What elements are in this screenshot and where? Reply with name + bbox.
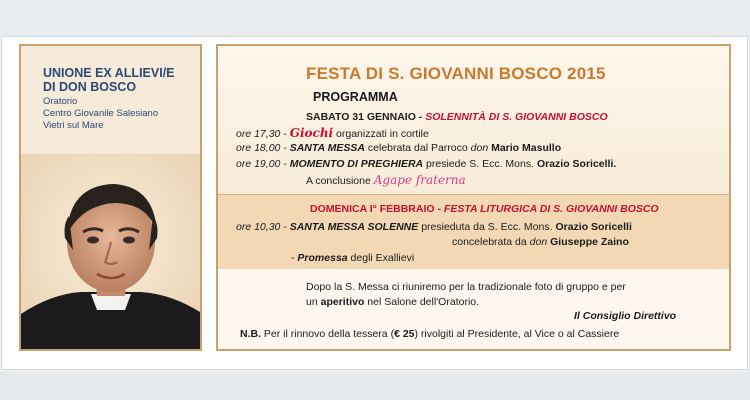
org-subtitle: [43, 96, 158, 132]
row-dash: -: [283, 142, 287, 154]
row-time: ore 18,00: [236, 142, 281, 154]
schedule-row: [236, 142, 561, 154]
page-header-strip: [0, 0, 750, 36]
sunday-date: DOMENICA I° FEBBRAIO -: [310, 203, 441, 215]
promessa-rest: degli Exallievi: [350, 252, 415, 264]
nb-label: N.B.: [240, 328, 261, 340]
org-name: [43, 66, 175, 94]
promessa-prefix: -: [291, 252, 298, 264]
row-activity: Giochi: [289, 126, 334, 140]
promessa-line: [291, 252, 414, 264]
signature: Il Consiglio Direttivo: [574, 310, 677, 322]
nb-text-pre: Per il rinnovo della tessera (: [263, 328, 395, 340]
row-description: organizzati in cortile: [336, 128, 429, 140]
org-name-line2: DI DON BOSCO: [43, 80, 137, 94]
closing-line2: [306, 296, 479, 308]
row-don: don: [529, 236, 548, 248]
nb-note: [240, 328, 619, 340]
saturday-title: SOLENNITÀ DI S. GIOVANNI BOSCO: [425, 111, 608, 123]
don-bosco-portrait: [21, 154, 200, 349]
org-sub-line2: Centro Giovanile Salesiano: [43, 108, 159, 119]
row-description: presieduta da S. Ecc. Mons.: [421, 221, 553, 233]
row-don: don: [470, 142, 489, 154]
row-activity: SANTA MESSA SOLENNE: [289, 221, 419, 233]
row-time: ore 10,30: [236, 221, 281, 233]
org-sub-line3: Vietri sul Mare: [43, 120, 104, 131]
event-title: FESTA DI S. GIOVANNI BOSCO 2015: [306, 64, 606, 83]
row-dash: -: [283, 128, 287, 140]
programma-heading: PROGRAMMA: [313, 90, 398, 104]
sunday-title: FESTA LITURGICA DI S. GIOVANNI BOSCO: [443, 203, 659, 215]
program-panel: [216, 44, 731, 351]
page-footer-strip: [0, 372, 750, 400]
row-time: ore 19,00: [236, 158, 281, 170]
conclusion-text: A conclusione: [306, 175, 371, 187]
org-name-line1: UNIONE EX ALLIEVI/E: [43, 66, 175, 80]
conclusion-line: [306, 173, 466, 187]
schedule-row: [236, 126, 429, 140]
closing-line1: Dopo la S. Messa ci riuniremo per la tradizionale foto di gruppo e per: [306, 281, 626, 293]
concelebration-line: [452, 236, 629, 248]
row-person: Orazio Soricelli.: [536, 158, 617, 170]
nb-amount: € 25: [394, 328, 415, 340]
row-description: concelebrata da: [452, 236, 527, 248]
closing-line2-rest: nel Salone dell'Oratorio.: [367, 296, 480, 308]
aperitivo-label: aperitivo: [320, 296, 365, 308]
row-activity: MOMENTO DI PREGHIERA: [289, 158, 424, 170]
row-person: Giuseppe Zaino: [550, 236, 629, 248]
saturday-heading: [306, 111, 608, 123]
sunday-heading: [310, 203, 659, 215]
row-person: Orazio Soricelli: [555, 221, 632, 233]
closing-line2-pre: un: [306, 296, 318, 308]
row-dash: -: [283, 158, 287, 170]
row-activity: SANTA MESSA: [289, 142, 365, 154]
row-dash: -: [283, 221, 287, 233]
saturday-date: SABATO 31 GENNAIO -: [306, 111, 423, 123]
schedule-row: [236, 158, 616, 170]
promessa-label: Promessa: [297, 252, 348, 264]
organization-panel: [19, 44, 202, 351]
org-sub-line1: Oratorio: [43, 96, 78, 107]
row-description: presiede S. Ecc. Mons.: [426, 158, 535, 170]
row-person: Mario Masullo: [491, 142, 562, 154]
nb-text-post: ) rivolgiti al Presidente, al Vice o al Cassiere: [414, 328, 620, 340]
row-time: ore 17,30: [236, 128, 281, 140]
row-description: celebrata dal Parroco: [367, 142, 468, 154]
schedule-row: [236, 221, 632, 233]
agape-label: Agape fraterna: [373, 173, 466, 187]
